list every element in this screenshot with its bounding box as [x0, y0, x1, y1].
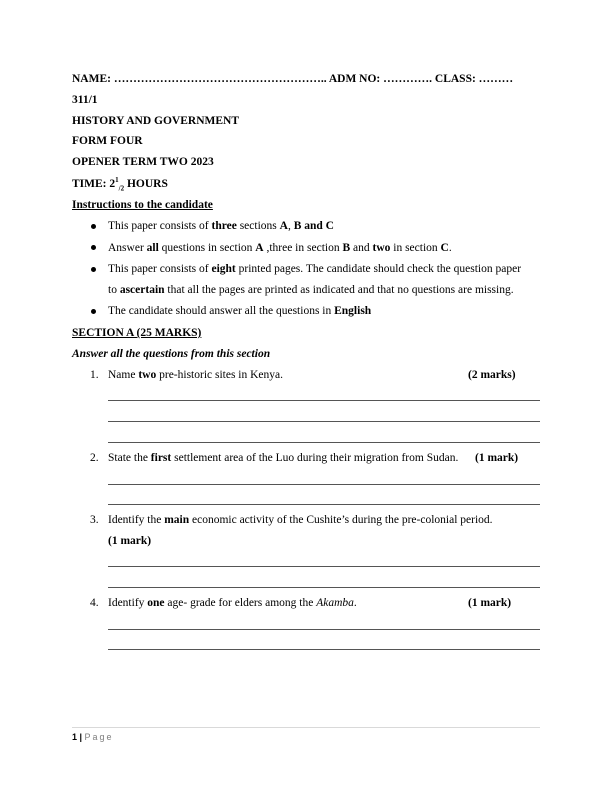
bullet-icon	[91, 309, 96, 314]
time-fraction-den: /2	[118, 184, 125, 193]
time-label	[72, 177, 168, 191]
time-prefix: TIME: 2	[72, 178, 116, 190]
section-a-subheading: Answer all the questions from this section	[72, 348, 271, 360]
instruction-item-4: The candidate should answer all the questions in English	[108, 305, 372, 317]
instruction-item-3-line-1: This paper consists of eight printed pages. The candidate should check the question paper	[108, 263, 522, 275]
class-dots: ………	[478, 73, 514, 85]
time-fraction-num: 1	[115, 176, 119, 185]
question-2-text: State the first settlement area of the Luo during their migration from Sudan.	[108, 452, 459, 464]
term-label: OPENER TERM TWO 2023	[72, 156, 214, 168]
adm-label: ADM NO:	[328, 73, 381, 85]
answer-line	[108, 649, 540, 650]
answer-line	[108, 484, 540, 485]
name-label: NAME:	[72, 73, 111, 85]
answer-line	[108, 629, 540, 630]
name-adm-class-line	[72, 72, 513, 86]
adm-dots: ………….	[383, 73, 433, 85]
page-separator: |	[77, 732, 85, 742]
question-number: 3.	[90, 514, 99, 526]
page-number: 1	[72, 732, 78, 742]
page-word: Page	[84, 732, 114, 742]
question-3-marks: (1 mark)	[108, 535, 152, 547]
question-4-text: Identify one age- grade for elders among the Akamba.	[108, 597, 357, 609]
name-dots: ………………………………………………..	[113, 73, 327, 85]
instruction-item-2: Answer all questions in section A ,three in section B and two in section C.	[108, 242, 452, 254]
answer-line	[108, 587, 540, 588]
bullet-icon	[91, 224, 96, 229]
answer-line	[108, 400, 540, 401]
form-label: FORM FOUR	[72, 135, 143, 147]
answer-line	[108, 442, 540, 443]
section-a-heading: SECTION A (25 MARKS)	[72, 327, 202, 339]
time-unit: HOURS	[124, 178, 168, 190]
paper-code: 311/1	[72, 94, 98, 106]
bullet-icon	[91, 245, 96, 250]
answer-line	[108, 504, 540, 505]
question-2-marks: (1 mark)	[475, 452, 519, 464]
answer-line	[108, 566, 540, 567]
class-label: CLASS:	[434, 73, 476, 85]
subject-title: HISTORY AND GOVERNMENT	[72, 115, 240, 127]
question-1-marks: (2 marks)	[468, 369, 516, 381]
question-number: 4.	[90, 597, 99, 609]
question-number: 2.	[90, 452, 99, 464]
bullet-icon	[91, 267, 96, 272]
question-1-text: Name two pre-historic sites in Kenya.	[108, 369, 284, 381]
page-footer	[72, 731, 114, 743]
question-number: 1.	[90, 369, 99, 381]
footer-divider	[72, 727, 540, 728]
answer-line	[108, 421, 540, 422]
instructions-heading: Instructions to the candidate	[72, 199, 213, 211]
instruction-item-3-line-2: to ascertain that all the pages are printed as indicated and that no questions are missing.	[108, 284, 514, 296]
question-4-marks: (1 mark)	[468, 597, 512, 609]
question-3-text: Identify the main economic activity of the Cushite’s during the pre-colonial period.	[108, 514, 493, 526]
instruction-item-1: This paper consists of three sections A, B and C	[108, 220, 334, 232]
